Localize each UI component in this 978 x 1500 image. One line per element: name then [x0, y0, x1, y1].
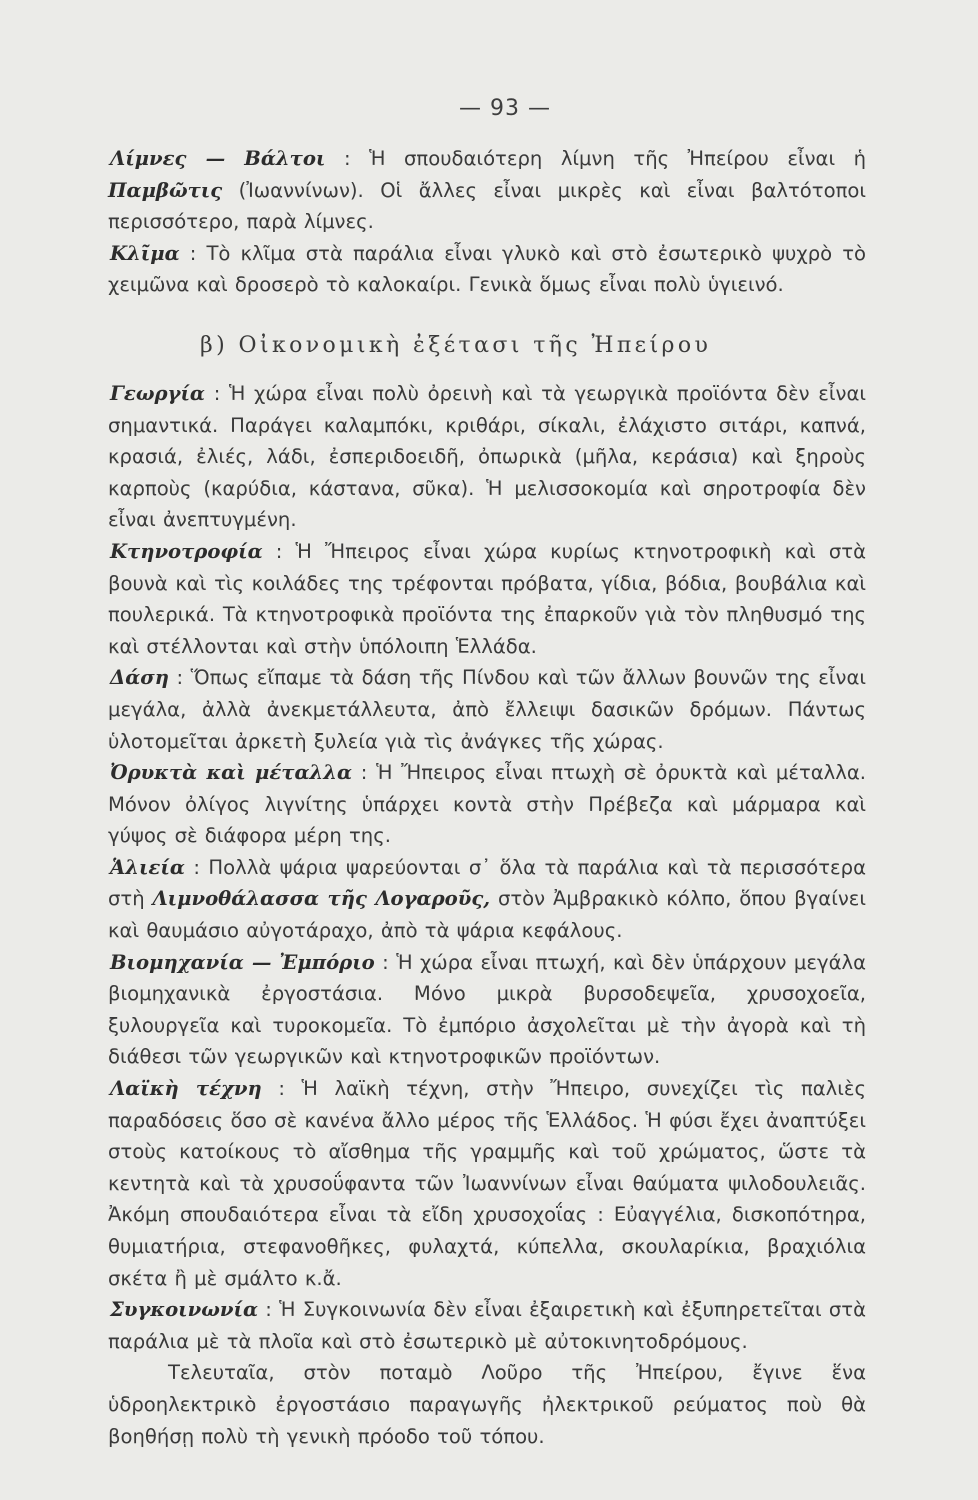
paragraph-text: Ὅπως εἴπαμε τὰ δάση τῆς Πίνδου καὶ τῶν ἄλλων βουνῶν της εἶναι μεγάλα, ἀλλὰ ἀνεκμετάλλευτα, ἀπὸ ἔλλειψι δασικῶν δρόμων. Πάντως ὑλοτομεῖται ἀρκετὴ ξυλεία γιὰ τὶς ἀνάγκες τῆς χώρας.	[108, 666, 867, 753]
separator: :	[168, 666, 191, 690]
paragraph-text: Πολλὰ ψάρια ψαρεύονται σ᾿ ὅλα τὰ παράλια καὶ τὰ περισσότερα στὴ	[108, 855, 866, 911]
paragraph-minerals	[108, 757, 866, 852]
paragraph-livestock	[108, 536, 866, 662]
separator: :	[325, 147, 370, 170]
paragraph-text: Ἡ Ἤπειρος εἶναι πτωχὴ σὲ ὀρυκτὰ καὶ μέταλλα. Μόνον ὀλίγος λιγνίτης ὑπάρχει κοντὰ στὴν Πρέβεζα καὶ μάρμαρα καὶ γύψος σὲ διάφορα μέρη της.	[108, 761, 866, 848]
paragraph-text: στὸν Ἀμβρακικὸ κόλπο, ὅπου βγαίνει καὶ θαυμάσιο αὐγοτάραχο, ἀπὸ τὰ ψάρια κεφάλους.	[108, 887, 866, 943]
paragraph-text: Ἡ χώρα εἶναι πολὺ ὀρεινὴ καὶ τὰ γεωργικὰ προϊόντα δὲν εἶναι σημαντικά. Παράγει καλαμπόκι, κριθάρι, σίκαλι, ἐλάχιστο σιτάρι, καπνά, κρασιά, ἐλιές, λάδι, ἐσπεριδοειδῆ, ὀπωρικὰ (μῆλα, κεράσια) καὶ ξηροὺς καρποὺς (καρύδια, κάστανα, σῦκα). Ἡ μελισσοκομία καὶ σηροτροφία δὲν εἶναι ἀνεπτυγμένη.	[108, 381, 866, 532]
emphasis-logarou-lagoon: Λιμνοθάλασσα τῆς Λογαροῦς,	[152, 887, 491, 911]
paragraph-text: Τὸ κλῖμα στὰ παράλια εἶναι γλυκὸ καὶ στὸ ἐσωτερικὸ ψυχρὸ τὸ χειμῶνα καὶ δροσερὸ τὸ καλοκαίρι. Γενικὰ ὅμως εἶναι πολὺ ὑγιεινό.	[108, 241, 866, 297]
separator: :	[205, 381, 229, 405]
heading-livestock: Κτηνοτροφία	[110, 539, 263, 563]
paragraph-text: Ἡ λαϊκὴ τέχνη, στὴν Ἤπειρο, συνεχίζει τὶς παλιὲς παραδόσεις ὅσο σὲ κανένα ἄλλο μέρος τῆς Ἑλλάδος. Ἡ φύσι ἔχει ἀναπτύξει στοὺς κατοίκους τὸ αἴσθημα τῆς γραμμῆς καὶ τοῦ χρώματος, ὥστε τὰ κεντητὰ καὶ τὰ χρυσοΰφαντα τῶν Ἰωαννίνων εἶναι θαύματα ψιλοδουλειᾶς. Ἀκόμη σπουδαιότερα εἶναι τὰ εἴδη χρυσοχοΐας : Εὐαγγέλια, δισκοπότηρα, θυμιατήρια, στεφανοθῆκες, φυλαχτά, κύπελλα, σκουλαρίκια, βραχιόλια σκέτα ἢ μὲ σμάλτο κ.ἄ.	[108, 1077, 866, 1290]
separator: :	[179, 241, 207, 265]
paragraph-transport	[108, 1294, 866, 1357]
separator: :	[258, 1298, 280, 1322]
paragraph-agriculture	[108, 378, 866, 536]
paragraph-text: Ἡ σπουδαιότερη λίμνη τῆς Ἠπείρου εἶναι ἡ	[369, 147, 867, 170]
heading-transport: Συγκοινωνία	[110, 1298, 259, 1322]
page-number: — 93 —	[459, 96, 551, 121]
paragraph-folk-art	[108, 1073, 866, 1294]
heading-lakes-swamps: Λίμνες — Βάλτοι	[110, 147, 326, 170]
paragraph-closing: Τελευταῖα, στὸν ποταμὸ Λοῦρο τῆς Ἠπείρου, ἔγινε ἕνα ὑδροηλεκτρικὸ ἐργοστάσιο παραγωγῆς ἠλεκτρικοῦ ρεύματος ποὺ θὰ βοηθήσῃ πολὺ τὴ γενικὴ πρόοδο τοῦ τόπου.	[108, 1361, 866, 1448]
separator: :	[374, 950, 397, 974]
separator: :	[184, 855, 209, 879]
heading-folk-art: Λαϊκὴ τέχνη	[110, 1077, 262, 1101]
heading-forests: Δάση	[110, 666, 169, 690]
paragraph-forests	[108, 662, 866, 757]
paragraph-climate	[108, 238, 866, 301]
heading-industry-trade: Βιομηχανία — Ἐμπόριο	[110, 950, 375, 974]
heading-agriculture: Γεωργία	[110, 381, 206, 405]
heading-minerals: Ὀρυκτὰ καὶ μέταλλα	[110, 761, 353, 785]
paragraph-lakes-swamps	[108, 143, 866, 238]
emphasis-pamvotis: Παμβῶτις	[108, 178, 223, 202]
paragraph-industry-trade	[108, 947, 866, 1073]
paragraph-text: Ἡ Ἤπειρος εἶναι χώρα κυρίως κτηνοτροφικὴ καὶ στὰ βουνὰ καὶ τὶς κοιλάδες της τρέφονται πρόβατα, γίδια, βόδια, βουβάλια καὶ πουλερικά. Τὰ κτηνοτροφικὰ προϊόντα της ἐπαρκοῦν γιὰ τὸν πληθυσμό της καὶ στέλλονται καὶ στὴν ὑπόλοιπη Ἑλλάδα.	[108, 539, 866, 658]
heading-climate: Κλῖμα	[110, 241, 180, 265]
paragraph-text: (Ἰωαννίνων). Οἱ ἄλλες εἶναι μικρὲς καὶ εἶναι βαλτότοποι περισσότερο, παρὰ λίμνες.	[108, 178, 866, 234]
paragraph-fishing	[108, 852, 866, 947]
separator: :	[352, 761, 377, 785]
paragraph-text: Ἡ χώρα εἶναι πτωχή, καὶ δὲν ὑπάρχουν μεγάλα βιομηχανικὰ ἐργοστάσια. Μόνο μικρὰ βυρσοδεψεῖα, χρυσοχοεῖα, ξυλουργεῖα καὶ τυροκομεῖα. Τὸ ἐμπόριο ἀσχολεῖται μὲ τὴν ἀγορὰ καὶ τὴ διάθεσι τῶν γεωργικῶν καὶ κτηνοτροφικῶν προϊόντων.	[108, 950, 866, 1069]
paragraph-text: Ἡ Συγκοινωνία δὲν εἶναι ἐξαιρετικὴ καὶ ἐξυπηρετεῖται στὰ παράλια μὲ τὰ πλοῖα καὶ στὸ ἐσωτερικὸ μὲ αὐτοκινητοδρόμους.	[108, 1298, 866, 1353]
separator: :	[261, 1077, 302, 1101]
separator: :	[262, 539, 296, 563]
heading-fishing: Ἁλιεία	[110, 855, 185, 879]
section-title: β) Οἰκονομικὴ ἐξέτασι τῆς Ἠπείρου	[200, 332, 712, 358]
